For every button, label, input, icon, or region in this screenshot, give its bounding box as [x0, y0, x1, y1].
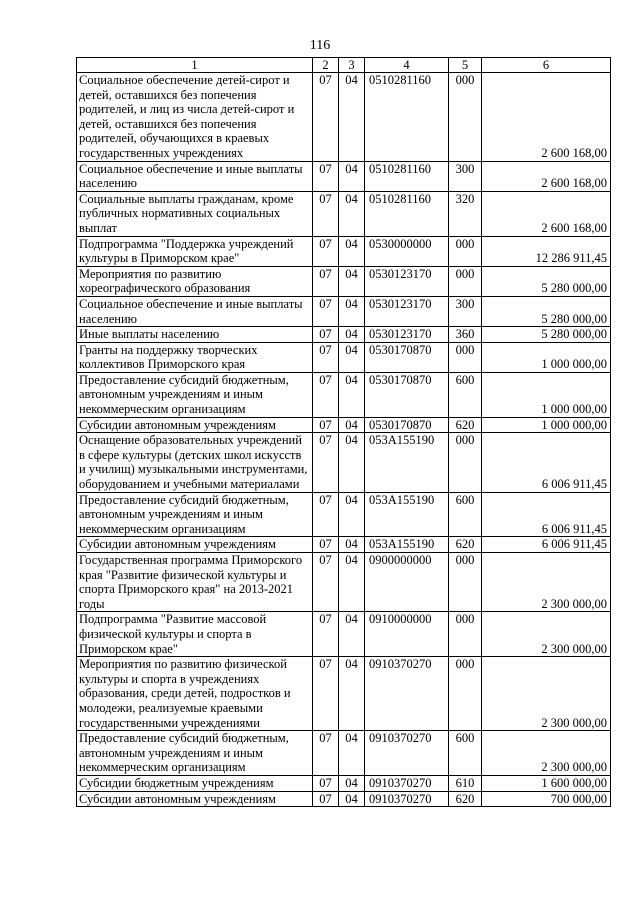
target-article-cell: 0530123170: [365, 327, 449, 343]
item-name-cell: Мероприятия по развитию хореографического образования: [77, 266, 313, 296]
expense-type-cell: 000: [449, 236, 482, 266]
target-article-cell: 0910370270: [365, 791, 449, 807]
item-name-cell: Иные выплаты населению: [77, 327, 313, 343]
subsection-code-cell: 04: [339, 266, 365, 296]
subsection-code-cell: 04: [339, 417, 365, 433]
target-article-cell: 0510281160: [365, 191, 449, 236]
section-code-cell: 07: [313, 791, 339, 807]
table-row: [77, 372, 611, 417]
amount-cell: 1 000 000,00: [482, 342, 611, 372]
item-name-cell: Субсидии бюджетным учреждениям: [77, 775, 313, 791]
subsection-code-cell: 04: [339, 161, 365, 191]
item-name-cell: Социальные выплаты гражданам, кроме публичных нормативных социальных выплат: [77, 191, 313, 236]
subsection-code-cell: 04: [339, 731, 365, 776]
subsection-code-cell: 04: [339, 372, 365, 417]
section-code-cell: 07: [313, 191, 339, 236]
amount-cell: 1 600 000,00: [482, 775, 611, 791]
section-code-cell: 07: [313, 73, 339, 162]
expense-type-cell: 000: [449, 553, 482, 612]
expense-type-cell: 320: [449, 191, 482, 236]
target-article-cell: 0910370270: [365, 657, 449, 731]
item-name-cell: Социальное обеспечение и иные выплаты населению: [77, 161, 313, 191]
subsection-code-cell: 04: [339, 327, 365, 343]
amount-cell: 2 600 168,00: [482, 73, 611, 162]
item-name-cell: Гранты на поддержку творческих коллективов Приморского края: [77, 342, 313, 372]
subsection-code-cell: 04: [339, 791, 365, 807]
amount-cell: 2 300 000,00: [482, 612, 611, 657]
section-code-cell: 07: [313, 433, 339, 492]
expense-type-cell: 000: [449, 342, 482, 372]
amount-cell: 6 006 911,45: [482, 492, 611, 537]
amount-cell: 2 300 000,00: [482, 731, 611, 776]
target-article-cell: 053A155190: [365, 433, 449, 492]
item-name-cell: Оснащение образовательных учреждений в сфере культуры (детских школ искусств и училищ) музыкальными инструментами, оборудованием и учебными материалами: [77, 433, 313, 492]
target-article-cell: 0510281160: [365, 73, 449, 162]
item-name-cell: Мероприятия по развитию физической культуры и спорта в учреждениях образования, среди детей, подростков и молодежи, реализуемые краевыми государственными учреждениями: [77, 657, 313, 731]
target-article-cell: 0900000000: [365, 553, 449, 612]
target-article-cell: 0530123170: [365, 296, 449, 326]
section-code-cell: 07: [313, 731, 339, 776]
amount-cell: 2 600 168,00: [482, 191, 611, 236]
table-row: [77, 327, 611, 343]
subsection-code-cell: 04: [339, 296, 365, 326]
expense-type-cell: 000: [449, 433, 482, 492]
table-row: [77, 342, 611, 372]
table-row: [77, 236, 611, 266]
target-article-cell: 0530170870: [365, 342, 449, 372]
amount-cell: 5 280 000,00: [482, 327, 611, 343]
section-code-cell: 07: [313, 372, 339, 417]
item-name-cell: Подпрограмма "Развитие массовой физической культуры и спорта в Приморском крае": [77, 612, 313, 657]
amount-cell: 12 286 911,45: [482, 236, 611, 266]
table-row: [77, 553, 611, 612]
expense-type-cell: 300: [449, 296, 482, 326]
section-code-cell: 07: [313, 342, 339, 372]
amount-cell: 5 280 000,00: [482, 266, 611, 296]
table-row: [77, 537, 611, 553]
item-name-cell: Субсидии автономным учреждениям: [77, 417, 313, 433]
expense-type-cell: 610: [449, 775, 482, 791]
table-row: [77, 266, 611, 296]
target-article-cell: 0530170870: [365, 417, 449, 433]
section-code-cell: 07: [313, 775, 339, 791]
expense-type-cell: 600: [449, 372, 482, 417]
section-code-cell: 07: [313, 327, 339, 343]
header-cell: 2: [313, 58, 339, 73]
target-article-cell: 0530123170: [365, 266, 449, 296]
expense-type-cell: 620: [449, 537, 482, 553]
target-article-cell: 053A155190: [365, 492, 449, 537]
subsection-code-cell: 04: [339, 537, 365, 553]
table-row: [77, 791, 611, 807]
target-article-cell: 053A155190: [365, 537, 449, 553]
section-code-cell: 07: [313, 266, 339, 296]
amount-cell: 6 006 911,45: [482, 433, 611, 492]
table-header-row: [77, 58, 611, 73]
section-code-cell: 07: [313, 161, 339, 191]
header-cell: 6: [482, 58, 611, 73]
amount-cell: 2 600 168,00: [482, 161, 611, 191]
item-name-cell: Подпрограмма "Поддержка учреждений культуры в Приморском крае": [77, 236, 313, 266]
section-code-cell: 07: [313, 657, 339, 731]
amount-cell: 2 300 000,00: [482, 657, 611, 731]
expense-type-cell: 000: [449, 266, 482, 296]
expense-type-cell: 360: [449, 327, 482, 343]
header-cell: 5: [449, 58, 482, 73]
table-row: [77, 492, 611, 537]
item-name-cell: Государственная программа Приморского края "Развитие физической культуры и спорта Приморского края" на 2013-2021 годы: [77, 553, 313, 612]
expense-type-cell: 600: [449, 492, 482, 537]
target-article-cell: 0910370270: [365, 731, 449, 776]
subsection-code-cell: 04: [339, 492, 365, 537]
item-name-cell: Предоставление субсидий бюджетным, автономным учреждениям и иным некоммерческим организациям: [77, 731, 313, 776]
table-row: [77, 775, 611, 791]
table-row: [77, 161, 611, 191]
section-code-cell: 07: [313, 492, 339, 537]
header-cell: 3: [339, 58, 365, 73]
budget-table: [76, 57, 611, 807]
amount-cell: 6 006 911,45: [482, 537, 611, 553]
section-code-cell: 07: [313, 296, 339, 326]
item-name-cell: Предоставление субсидий бюджетным, автономным учреждениям и иным некоммерческим организациям: [77, 372, 313, 417]
table-row: [77, 657, 611, 731]
subsection-code-cell: 04: [339, 342, 365, 372]
header-cell: 1: [77, 58, 313, 73]
amount-cell: 1 000 000,00: [482, 372, 611, 417]
subsection-code-cell: 04: [339, 191, 365, 236]
table-row: [77, 296, 611, 326]
item-name-cell: Социальное обеспечение и иные выплаты населению: [77, 296, 313, 326]
item-name-cell: Субсидии автономным учреждениям: [77, 537, 313, 553]
expense-type-cell: 620: [449, 417, 482, 433]
subsection-code-cell: 04: [339, 73, 365, 162]
target-article-cell: 0910000000: [365, 612, 449, 657]
target-article-cell: 0510281160: [365, 161, 449, 191]
subsection-code-cell: 04: [339, 433, 365, 492]
expense-type-cell: 620: [449, 791, 482, 807]
section-code-cell: 07: [313, 537, 339, 553]
expense-type-cell: 600: [449, 731, 482, 776]
amount-cell: 2 300 000,00: [482, 553, 611, 612]
subsection-code-cell: 04: [339, 612, 365, 657]
page-number: 116: [309, 38, 331, 53]
table-row: [77, 191, 611, 236]
section-code-cell: 07: [313, 612, 339, 657]
table-row: [77, 612, 611, 657]
item-name-cell: Социальное обеспечение детей-сирот и детей, оставшихся без попечения родителей, и лиц из числа детей-сирот и детей, оставшихся без попечения родителей, обучающихся в краевых государственных учреждениях: [77, 73, 313, 162]
header-cell: 4: [365, 58, 449, 73]
section-code-cell: 07: [313, 417, 339, 433]
section-code-cell: 07: [313, 553, 339, 612]
target-article-cell: 0910370270: [365, 775, 449, 791]
subsection-code-cell: 04: [339, 236, 365, 266]
expense-type-cell: 000: [449, 612, 482, 657]
table-row: [77, 73, 611, 162]
amount-cell: 5 280 000,00: [482, 296, 611, 326]
expense-type-cell: 000: [449, 73, 482, 162]
amount-cell: 1 000 000,00: [482, 417, 611, 433]
subsection-code-cell: 04: [339, 775, 365, 791]
table-row: [77, 417, 611, 433]
target-article-cell: 0530170870: [365, 372, 449, 417]
item-name-cell: Субсидии автономным учреждениям: [77, 791, 313, 807]
subsection-code-cell: 04: [339, 553, 365, 612]
expense-type-cell: 300: [449, 161, 482, 191]
table-row: [77, 433, 611, 492]
item-name-cell: Предоставление субсидий бюджетным, автономным учреждениям и иным некоммерческим организациям: [77, 492, 313, 537]
subsection-code-cell: 04: [339, 657, 365, 731]
target-article-cell: 0530000000: [365, 236, 449, 266]
section-code-cell: 07: [313, 236, 339, 266]
table-row: [77, 731, 611, 776]
amount-cell: 700 000,00: [482, 791, 611, 807]
expense-type-cell: 000: [449, 657, 482, 731]
